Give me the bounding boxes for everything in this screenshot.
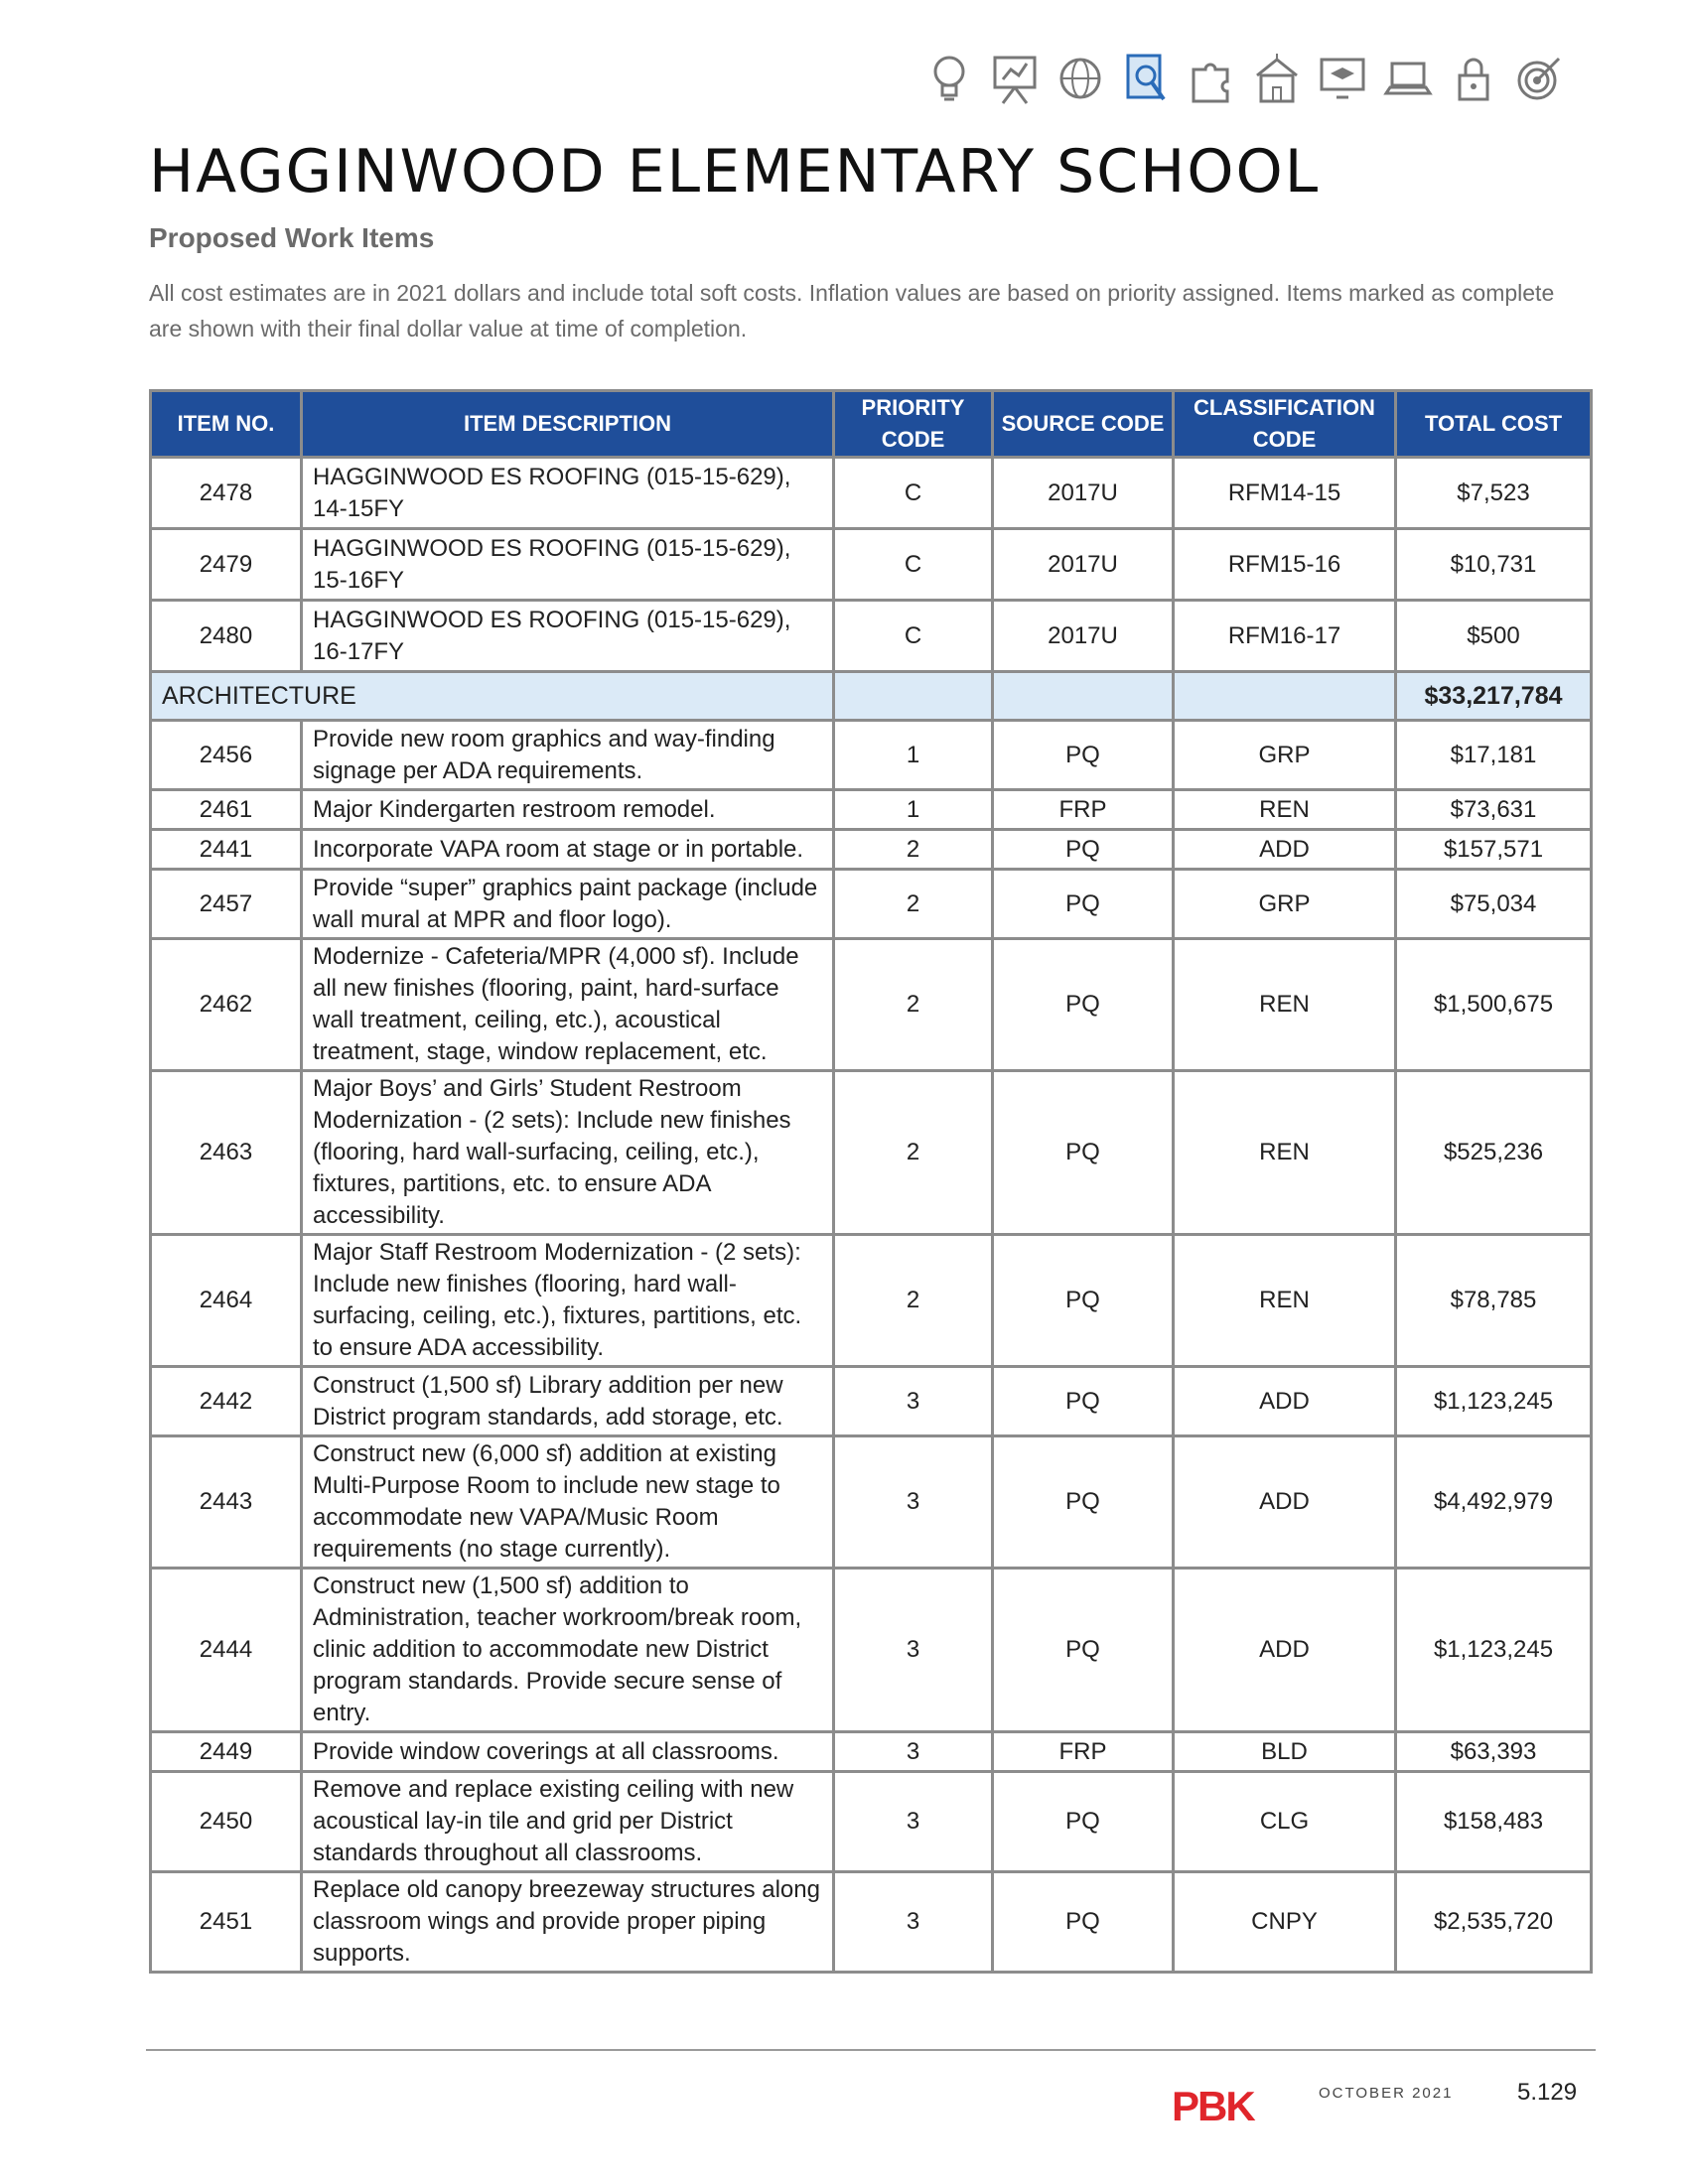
item-number: 2479 — [151, 529, 302, 601]
source-code: PQ — [993, 721, 1174, 790]
item-number: 2449 — [151, 1732, 302, 1772]
globe-icon — [1055, 50, 1106, 107]
item-number: 2478 — [151, 458, 302, 529]
total-cost: $4,492,979 — [1396, 1436, 1592, 1569]
item-number: 2441 — [151, 830, 302, 870]
header-classification-code: CLASSIFICATION CODE — [1174, 391, 1396, 458]
total-cost: $525,236 — [1396, 1071, 1592, 1235]
item-description: Major Kindergarten restroom remodel. — [302, 790, 834, 830]
magnifier-document-icon — [1120, 50, 1172, 107]
priority-code: 3 — [834, 1772, 993, 1872]
total-cost: $1,123,245 — [1396, 1569, 1592, 1732]
table-row — [151, 790, 1592, 830]
total-cost: $500 — [1396, 601, 1592, 672]
classification-code: REN — [1174, 939, 1396, 1071]
source-code: PQ — [993, 939, 1174, 1071]
table-row — [151, 1732, 1592, 1772]
item-description: Remove and replace existing ceiling with new acoustical lay-in tile and grid per District standards throughout all classrooms. — [302, 1772, 834, 1872]
priority-code: 3 — [834, 1872, 993, 1973]
total-cost: $2,535,720 — [1396, 1872, 1592, 1973]
priority-code: C — [834, 601, 993, 672]
priority-code: 1 — [834, 790, 993, 830]
item-number: 2451 — [151, 1872, 302, 1973]
item-description: HAGGINWOOD ES ROOFING (015-15-629), 15-16FY — [302, 529, 834, 601]
item-number: 2456 — [151, 721, 302, 790]
item-description: HAGGINWOOD ES ROOFING (015-15-629), 14-15FY — [302, 458, 834, 529]
classification-code: ADD — [1174, 1436, 1396, 1569]
header-item-no: ITEM NO. — [151, 391, 302, 458]
item-description: Construct new (1,500 sf) addition to Administration, teacher workroom/break room, clinic addition to accommodate new District program standards. Provide secure sense of entry. — [302, 1569, 834, 1732]
source-code: PQ — [993, 870, 1174, 939]
priority-code: 2 — [834, 1235, 993, 1367]
pbk-logo — [1170, 2083, 1275, 2131]
table-row — [151, 939, 1592, 1071]
section-row-architecture — [151, 672, 1592, 721]
source-code: PQ — [993, 1436, 1174, 1569]
priority-code: 3 — [834, 1367, 993, 1436]
item-number: 2463 — [151, 1071, 302, 1235]
section-empty-cell — [993, 672, 1174, 721]
total-cost: $158,483 — [1396, 1772, 1592, 1872]
item-description: Provide “super” graphics paint package (include wall mural at MPR and floor logo). — [302, 870, 834, 939]
table-row — [151, 1235, 1592, 1367]
classification-code: RFM16-17 — [1174, 601, 1396, 672]
priority-code: 2 — [834, 870, 993, 939]
classification-code: GRP — [1174, 721, 1396, 790]
item-description: Modernize - Cafeteria/MPR (4,000 sf). Include all new finishes (flooring, paint, hard-surface wall treatment, ceiling, etc.), acoustical treatment, stage, window replacement, etc. — [302, 939, 834, 1071]
item-description: Major Boys’ and Girls’ Student Restroom Modernization - (2 sets): Include new finishes (flooring, hard wall-surfacing, ceiling, etc.), fixtures, partitions, etc. to ensure ADA accessibility. — [302, 1071, 834, 1235]
graduation-monitor-icon — [1317, 50, 1368, 107]
classification-code: REN — [1174, 1235, 1396, 1367]
page-subtitle: Proposed Work Items — [149, 222, 435, 253]
item-description: Incorporate VAPA room at stage or in portable. — [302, 830, 834, 870]
table-row — [151, 1772, 1592, 1872]
intro-paragraph: All cost estimates are in 2021 dollars and include total soft costs. Inflation values are based on priority assigned. Items marked as complete are shown with their final dollar value at time of completion. — [149, 280, 1555, 341]
school-building-icon — [1251, 50, 1303, 107]
header-item-description: ITEM DESCRIPTION — [302, 391, 834, 458]
page-number: 5.129 — [1517, 2079, 1578, 2106]
table-row — [151, 870, 1592, 939]
total-cost: $10,731 — [1396, 529, 1592, 601]
source-code: FRP — [993, 790, 1174, 830]
section-total: $33,217,784 — [1396, 672, 1592, 721]
section-empty-cell — [834, 672, 993, 721]
source-code: PQ — [993, 1872, 1174, 1973]
item-number: 2464 — [151, 1235, 302, 1367]
work-items-table — [149, 389, 1593, 1974]
source-code: PQ — [993, 1569, 1174, 1732]
logo-text: PBK — [1172, 2083, 1254, 2126]
table-row — [151, 1367, 1592, 1436]
classification-code: RFM15-16 — [1174, 529, 1396, 601]
item-number: 2442 — [151, 1367, 302, 1436]
source-code: 2017U — [993, 601, 1174, 672]
lightbulb-icon — [923, 50, 975, 107]
table-row — [151, 1872, 1592, 1973]
source-code: 2017U — [993, 529, 1174, 601]
source-code: PQ — [993, 1772, 1174, 1872]
source-code: PQ — [993, 1367, 1174, 1436]
page-title: HAGGINWOOD ELEMENTARY SCHOOL — [149, 137, 1321, 206]
footer-date: OCTOBER 2021 — [1319, 2085, 1454, 2102]
table-row — [151, 721, 1592, 790]
table-row — [151, 1071, 1592, 1235]
classification-code: ADD — [1174, 1569, 1396, 1732]
classification-code: ADD — [1174, 830, 1396, 870]
priority-code: 2 — [834, 1071, 993, 1235]
item-number: 2450 — [151, 1772, 302, 1872]
table-row — [151, 601, 1592, 672]
header-icon-strip — [923, 50, 1565, 107]
target-icon — [1513, 50, 1565, 107]
header-source-code: SOURCE CODE — [993, 391, 1174, 458]
total-cost: $17,181 — [1396, 721, 1592, 790]
source-code: PQ — [993, 1235, 1174, 1367]
priority-code: 2 — [834, 830, 993, 870]
table-row — [151, 529, 1592, 601]
table-row — [151, 1569, 1592, 1732]
laptop-icon — [1382, 50, 1434, 107]
item-description: HAGGINWOOD ES ROOFING (015-15-629), 16-17FY — [302, 601, 834, 672]
classification-code: RFM14-15 — [1174, 458, 1396, 529]
priority-code: 2 — [834, 939, 993, 1071]
priority-code: C — [834, 458, 993, 529]
classification-code: ADD — [1174, 1367, 1396, 1436]
footer-divider — [146, 2049, 1596, 2051]
priority-code: 3 — [834, 1436, 993, 1569]
classification-code: BLD — [1174, 1732, 1396, 1772]
item-description: Construct (1,500 sf) Library addition per new District program standards, add storage, etc. — [302, 1367, 834, 1436]
puzzle-icon — [1186, 50, 1237, 107]
section-empty-cell — [1174, 672, 1396, 721]
total-cost: $63,393 — [1396, 1732, 1592, 1772]
total-cost: $1,500,675 — [1396, 939, 1592, 1071]
item-number: 2480 — [151, 601, 302, 672]
total-cost: $78,785 — [1396, 1235, 1592, 1367]
total-cost: $75,034 — [1396, 870, 1592, 939]
item-number: 2462 — [151, 939, 302, 1071]
table-row — [151, 830, 1592, 870]
item-number: 2461 — [151, 790, 302, 830]
header-priority-code: PRIORITY CODE — [834, 391, 993, 458]
presentation-board-icon — [989, 50, 1041, 107]
source-code: FRP — [993, 1732, 1174, 1772]
priority-code: 1 — [834, 721, 993, 790]
total-cost: $73,631 — [1396, 790, 1592, 830]
total-cost: $1,123,245 — [1396, 1367, 1592, 1436]
item-description: Replace old canopy breezeway structures along classroom wings and provide proper piping supports. — [302, 1872, 834, 1973]
total-cost: $157,571 — [1396, 830, 1592, 870]
section-label: ARCHITECTURE — [151, 672, 834, 721]
source-code: 2017U — [993, 458, 1174, 529]
header-total-cost: TOTAL COST — [1396, 391, 1592, 458]
padlock-icon — [1448, 50, 1499, 107]
classification-code: REN — [1174, 1071, 1396, 1235]
table-row — [151, 458, 1592, 529]
priority-code: 3 — [834, 1569, 993, 1732]
item-number: 2444 — [151, 1569, 302, 1732]
item-number: 2443 — [151, 1436, 302, 1569]
classification-code: GRP — [1174, 870, 1396, 939]
item-description: Major Staff Restroom Modernization - (2 sets): Include new finishes (flooring, hard wall-surfacing, ceiling, etc.), fixtures, partitions, etc. to ensure ADA accessibility. — [302, 1235, 834, 1367]
classification-code: CNPY — [1174, 1872, 1396, 1973]
priority-code: C — [834, 529, 993, 601]
classification-code: REN — [1174, 790, 1396, 830]
item-number: 2457 — [151, 870, 302, 939]
priority-code: 3 — [834, 1732, 993, 1772]
total-cost: $7,523 — [1396, 458, 1592, 529]
item-description: Provide new room graphics and way-finding signage per ADA requirements. — [302, 721, 834, 790]
item-description: Provide window coverings at all classrooms. — [302, 1732, 834, 1772]
source-code: PQ — [993, 1071, 1174, 1235]
table-header-row — [151, 391, 1592, 458]
source-code: PQ — [993, 830, 1174, 870]
table-row — [151, 1436, 1592, 1569]
classification-code: CLG — [1174, 1772, 1396, 1872]
item-description: Construct new (6,000 sf) addition at existing Multi-Purpose Room to include new stage to accommodate new VAPA/Music Room requirements (no stage currently). — [302, 1436, 834, 1569]
